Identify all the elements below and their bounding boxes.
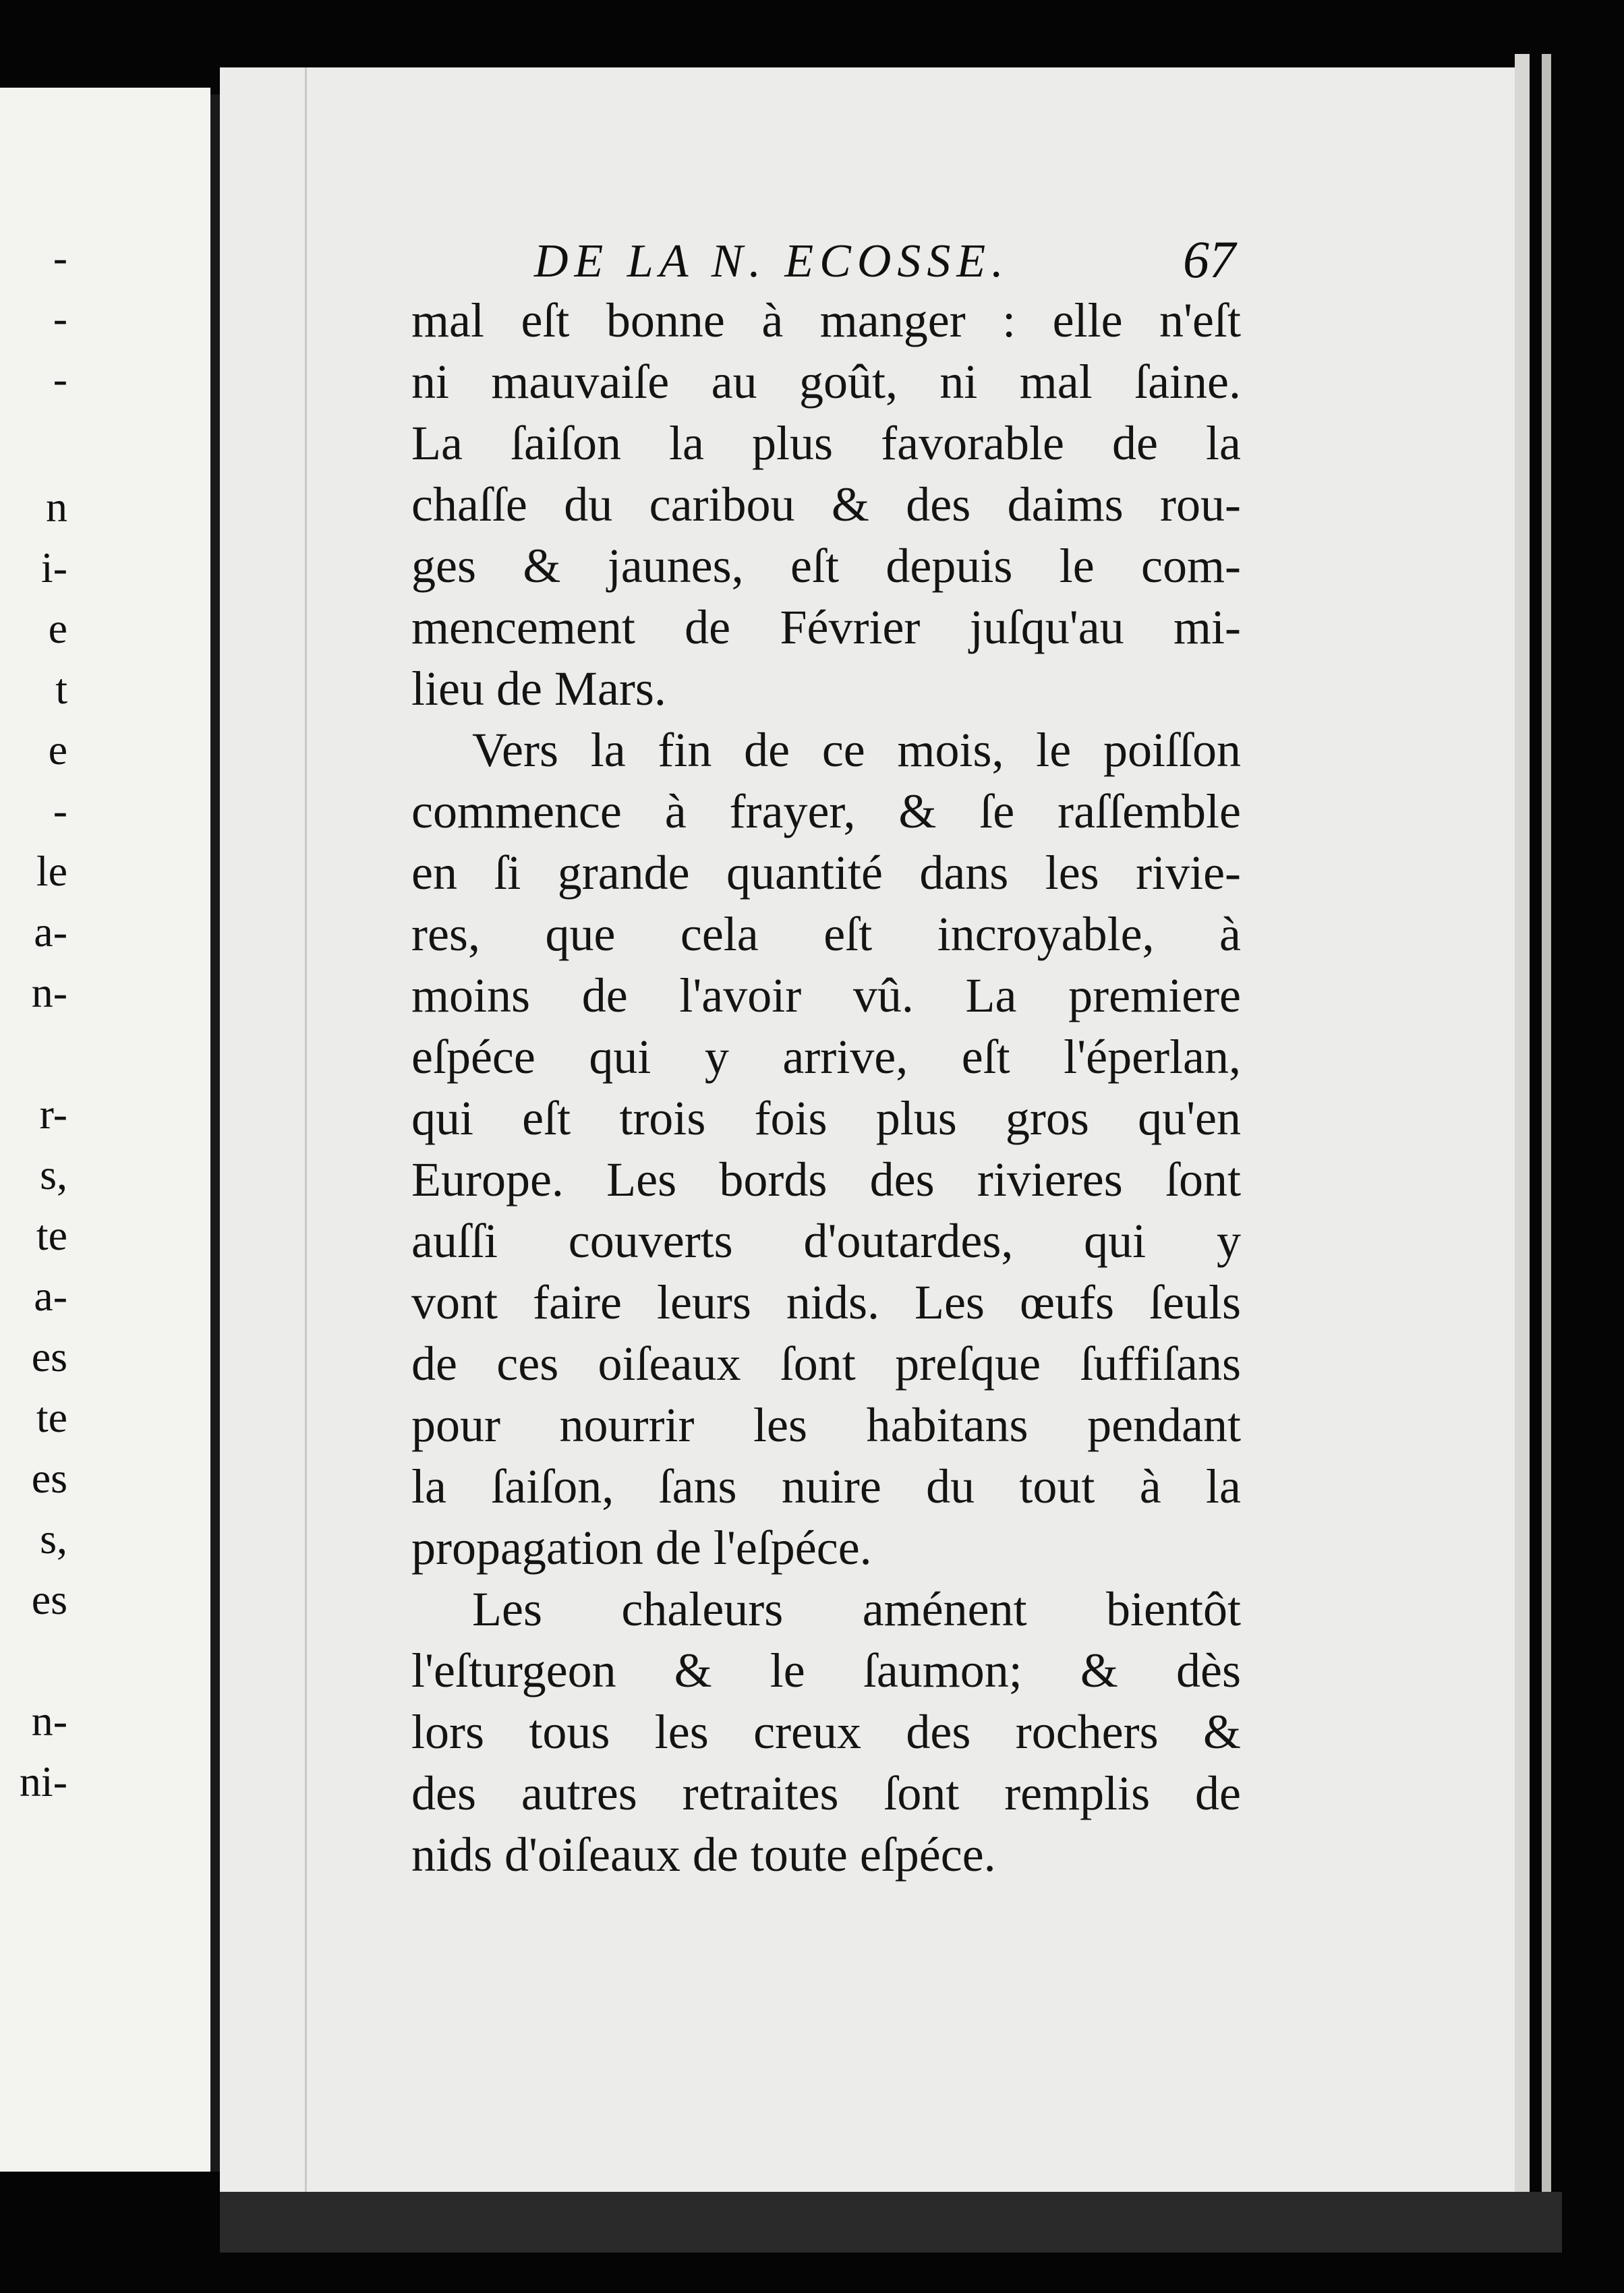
text-line: moins de l'avoir vû. La premiere <box>411 968 1241 1022</box>
facing-page-text-fragments <box>0 88 210 2172</box>
text-line: de ces oiſeaux ſont preſque ſuffiſans <box>411 1337 1241 1391</box>
text-line: mal eſt bonne à manger : elle n'eſt <box>411 293 1241 347</box>
facing-page-fragment: s, <box>40 1151 67 1198</box>
text-line: vont faire leurs nids. Les œufs ſeuls <box>411 1275 1241 1329</box>
text-line: lieu de Mars. <box>411 662 666 716</box>
facing-page-fragment: te <box>36 1211 67 1259</box>
text-line: des autres retraites ſont remplis de <box>411 1766 1241 1820</box>
facing-page-fragment: es <box>31 1575 67 1623</box>
facing-page-fragment: te <box>36 1393 67 1441</box>
facing-page-fragment: ni- <box>19 1758 67 1805</box>
body-text <box>411 290 1241 1886</box>
facing-page-fragment: n <box>46 483 67 531</box>
facing-page-fragment: s, <box>40 1515 67 1563</box>
bottom-shadow <box>220 2192 1562 2253</box>
text-line: en ſi grande quantité dans les rivie- <box>411 846 1241 900</box>
facing-page-fragment: n- <box>31 1697 67 1745</box>
text-line: Les chaleurs aménent bientôt <box>472 1582 1241 1636</box>
facing-page <box>0 88 210 2172</box>
text-line: propagation de l'eſpéce. <box>411 1521 872 1575</box>
page-number: 67 <box>1183 230 1236 289</box>
text-line: La ſaiſon la plus favorable de la <box>411 416 1241 470</box>
text-line: eſpéce qui y arrive, eſt l'éperlan, <box>411 1030 1241 1084</box>
facing-page-fragment: - <box>53 786 67 834</box>
text-line: commence à frayer, & ſe raſſemble <box>411 784 1241 838</box>
facing-page-fragment: a- <box>34 1272 67 1320</box>
facing-page-fragment: i- <box>40 544 67 591</box>
text-line: nids d'oiſeaux de toute eſpéce. <box>411 1828 996 1882</box>
text-line: auſſi couverts d'outardes, qui y <box>411 1214 1241 1268</box>
facing-page-fragment: es <box>31 1333 67 1381</box>
facing-page-fragment: es <box>31 1454 67 1502</box>
facing-page-fragment: t <box>55 665 67 713</box>
text-line: qui eſt trois fois plus gros qu'en <box>411 1091 1241 1145</box>
facing-page-fragment: - <box>53 294 67 342</box>
text-line: ges & jaunes, eſt depuis le com- <box>411 539 1241 593</box>
facing-page-fragment: a- <box>34 908 67 956</box>
facing-page-fragment: - <box>53 233 67 281</box>
text-line: la ſaiſon, ſans nuire du tout à la <box>411 1459 1241 1513</box>
facing-page-fragment: e <box>48 604 67 652</box>
page-edges <box>1515 54 1530 2205</box>
text-line: lors tous les creux des rochers & <box>411 1705 1241 1759</box>
page-edges-shadow <box>1542 54 1551 2205</box>
text-line: mencement de Février juſqu'au mi- <box>411 600 1241 654</box>
text-line: ni mauvaiſe au goût, ni mal ſaine. <box>411 355 1241 409</box>
text-line: Vers la fin de ce mois, le poiſſon <box>472 723 1241 777</box>
text-line: chaſſe du caribou & des daims rou- <box>411 477 1241 531</box>
facing-page-fragment: n- <box>31 968 67 1016</box>
text-line: pour nourrir les habitans pendant <box>411 1398 1241 1452</box>
text-line: l'eſturgeon & le ſaumon; & dès <box>411 1644 1241 1697</box>
text-line: Europe. Les bords des rivieres ſont <box>411 1153 1241 1207</box>
running-title: DE LA N. ECOSSE. <box>534 235 1010 287</box>
text-line: res, que cela eſt incroyable, à <box>411 907 1241 961</box>
facing-page-fragment: r- <box>39 1090 67 1138</box>
facing-page-fragment: le <box>36 847 67 895</box>
facing-page-fragment: e <box>48 726 67 774</box>
facing-page-fragment: - <box>53 355 67 403</box>
page-fold-line <box>305 67 307 2192</box>
